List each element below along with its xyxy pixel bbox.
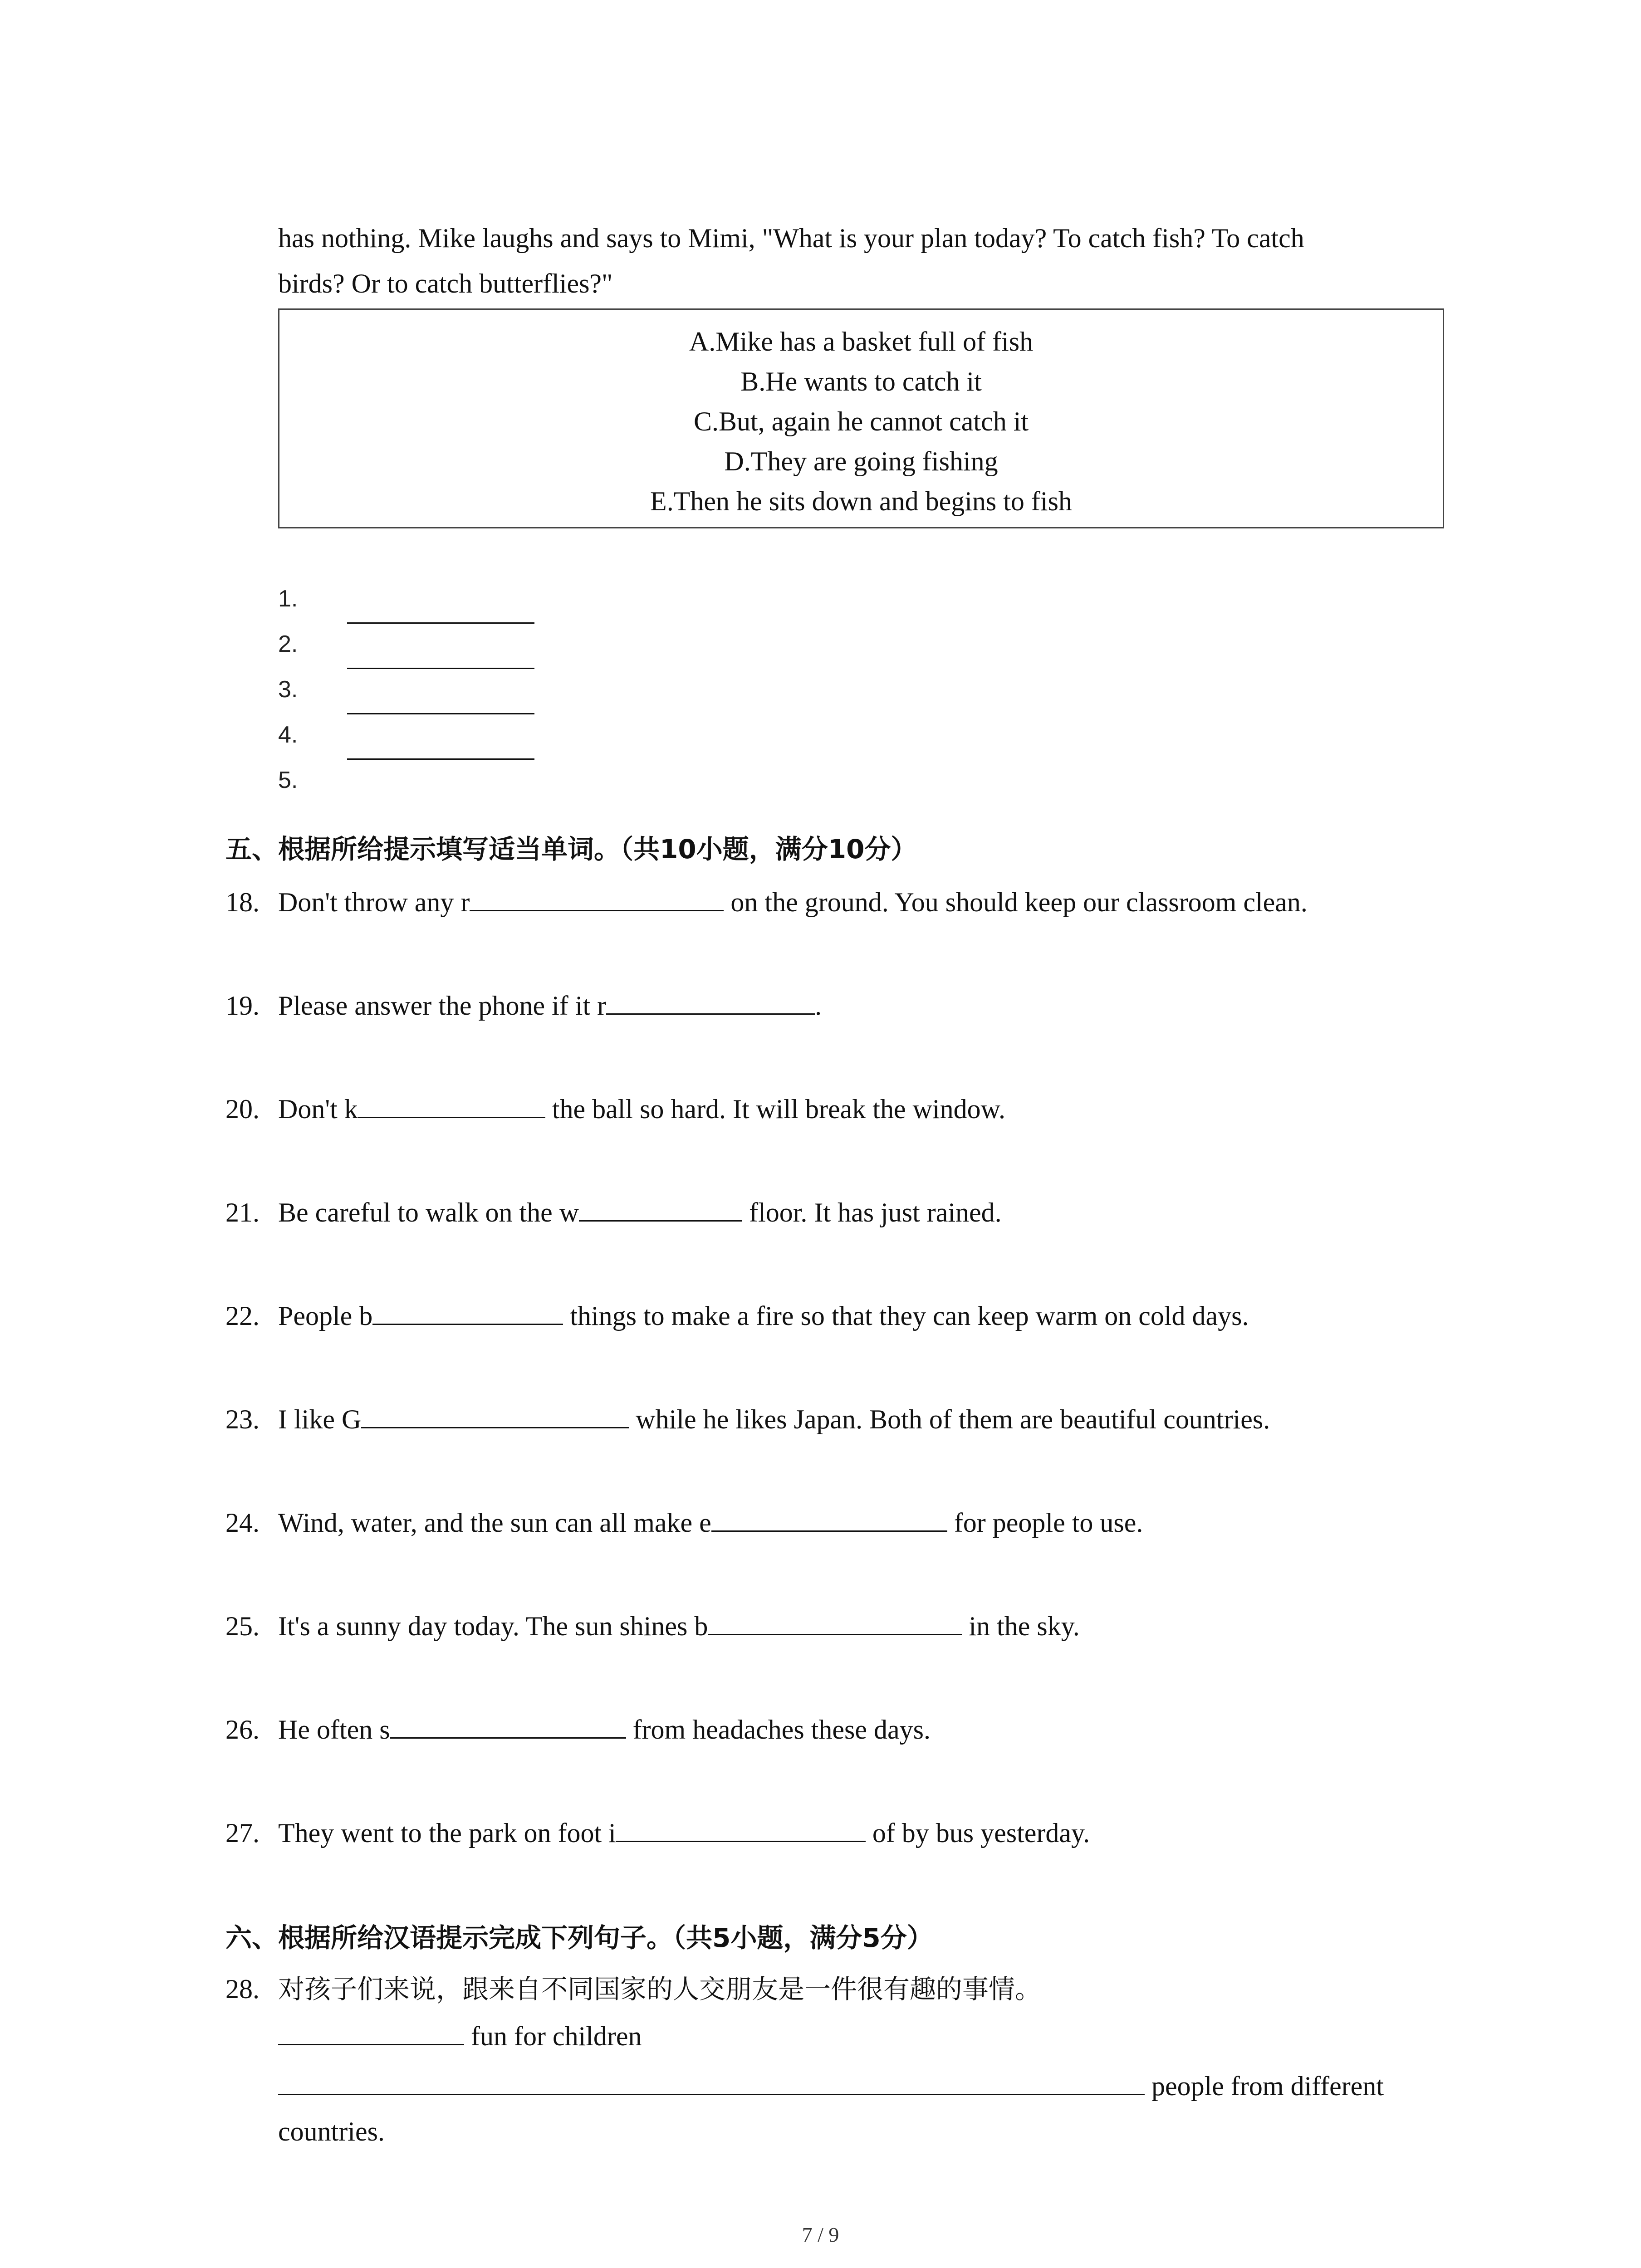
question-text-after: of by bus yesterday. — [865, 1818, 1090, 1848]
answer-blank[interactable] — [372, 1301, 563, 1325]
option-b: B.He wants to catch it — [740, 367, 982, 396]
question-number: 23. — [225, 1404, 260, 1434]
question-28 — [225, 1968, 1041, 2006]
answer-blank[interactable] — [390, 1715, 626, 1739]
passage-line-2: birds? Or to catch butterflies?" — [278, 269, 613, 298]
option-d: D.They are going fishing — [724, 446, 998, 476]
question-text-before: Don't throw any r — [278, 887, 470, 917]
question-number: 24. — [225, 1508, 260, 1538]
option-a: A.Mike has a basket full of fish — [689, 327, 1034, 357]
question-text-after: from headaches these days. — [626, 1715, 931, 1745]
question-text-before: They went to the park on foot i — [278, 1818, 616, 1848]
answer-number-5: 5. — [278, 767, 298, 793]
question-text-before: It's a sunny day today. The sun shines b — [278, 1611, 708, 1641]
question-text-before: Wind, water, and the sun can all make e — [278, 1508, 711, 1538]
question-number: 18. — [225, 887, 260, 917]
page-number: 7 / 9 — [802, 2223, 839, 2246]
options-box — [278, 308, 1444, 528]
question-28-line-2 — [278, 2071, 1384, 2102]
answer-blank[interactable] — [361, 1404, 629, 1428]
question-number: 22. — [225, 1301, 260, 1331]
question-20 — [225, 1094, 1005, 1125]
question-22 — [225, 1300, 1249, 1332]
question-text-after: floor. It has just rained. — [742, 1198, 1002, 1227]
answer-number-2: 2. — [278, 631, 298, 657]
question-28-line-1 — [278, 2021, 642, 2052]
question-23 — [225, 1404, 1270, 1435]
answer-number-1: 1. — [278, 586, 298, 612]
question-text-before: I like G — [278, 1404, 362, 1434]
question-text-before: Please answer the phone if it r — [278, 991, 607, 1021]
question-text-after: in the sky. — [962, 1611, 1080, 1641]
question-19 — [225, 990, 822, 1022]
answer-blank[interactable] — [579, 1198, 742, 1222]
question-number: 25. — [225, 1611, 260, 1641]
question-text-after: on the ground. You should keep our classroom clean. — [724, 887, 1308, 917]
question-number: 21. — [225, 1198, 260, 1227]
answer-blank-2[interactable] — [347, 668, 534, 669]
answer-blank[interactable] — [278, 2021, 464, 2045]
answer-blank-3[interactable] — [347, 713, 534, 714]
question-number: 26. — [225, 1715, 260, 1745]
question-number: 20. — [225, 1094, 260, 1124]
answer-blank-4[interactable] — [347, 758, 534, 760]
line-text: fun for children — [464, 2021, 642, 2051]
section-5-title: 五、根据所给提示填写适当单词。（共10小题，满分10分） — [225, 834, 917, 865]
answer-blank[interactable] — [278, 2071, 1145, 2095]
option-c: C.But, again he cannot catch it — [693, 406, 1029, 436]
question-text-before: He often s — [278, 1715, 390, 1745]
answer-blank[interactable] — [358, 1094, 545, 1118]
section-6-title: 六、根据所给汉语提示完成下列句子。（共5小题，满分5分） — [225, 1922, 933, 1953]
question-27 — [225, 1818, 1090, 1849]
answer-blank-1[interactable] — [347, 622, 534, 624]
option-e: E.Then he sits down and begins to fish — [650, 486, 1072, 516]
question-number: 19. — [225, 991, 260, 1021]
question-text-after: things to make a fire so that they can keep warm on cold days. — [563, 1301, 1249, 1331]
question-text-after: for people to use. — [947, 1508, 1143, 1538]
question-21 — [225, 1197, 1002, 1228]
question-number: 28. — [225, 1974, 260, 2004]
question-text-before: People b — [278, 1301, 373, 1331]
question-18 — [225, 887, 1308, 918]
question-chinese-prompt: 对孩子们来说，跟来自不同国家的人交朋友是一件很有趣的事情。 — [278, 1974, 1042, 2004]
question-24 — [225, 1507, 1143, 1539]
answer-blank[interactable] — [606, 991, 815, 1015]
answer-blank[interactable] — [470, 887, 724, 911]
question-text-before: Don't k — [278, 1094, 358, 1124]
question-text-after: . — [815, 991, 822, 1021]
answer-blank[interactable] — [616, 1818, 866, 1842]
question-text-after: the ball so hard. It will break the window. — [545, 1094, 1006, 1124]
answer-number-3: 3. — [278, 676, 298, 703]
passage-line-1: has nothing. Mike laughs and says to Mimi, "What is your plan today? To catch fish? To catch — [278, 223, 1304, 253]
line-text: people from different — [1145, 2071, 1384, 2101]
question-number: 27. — [225, 1818, 260, 1848]
answer-blank[interactable] — [708, 1611, 962, 1635]
question-25 — [225, 1611, 1080, 1642]
question-26 — [225, 1714, 931, 1745]
answer-blank[interactable] — [711, 1508, 947, 1532]
answer-number-4: 4. — [278, 722, 298, 748]
question-28-line-3: countries. — [278, 2116, 385, 2146]
question-text-after: while he likes Japan. Both of them are beautiful countries. — [629, 1404, 1270, 1434]
question-text-before: Be careful to walk on the w — [278, 1198, 579, 1227]
